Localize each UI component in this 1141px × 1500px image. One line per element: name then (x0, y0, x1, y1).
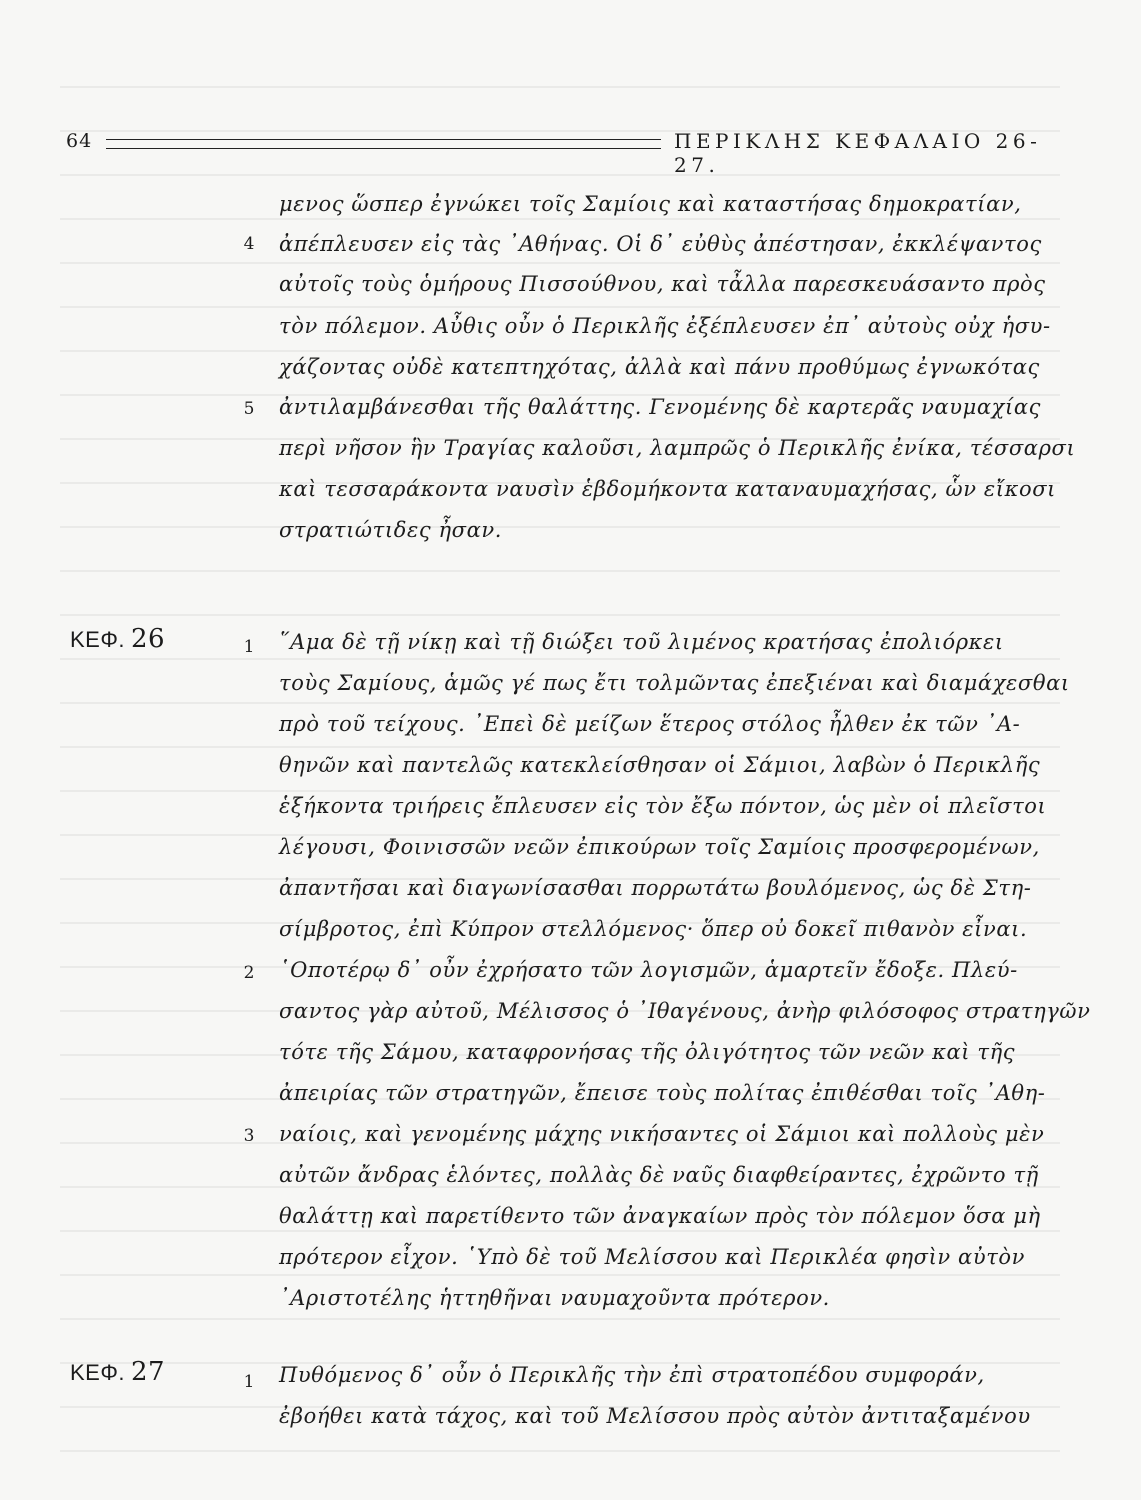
text-line: χάζοντας οὐδὲ κατεπτηχότας, ἀλλὰ καὶ πάνυ προθύμως ἐγνωκότας (279, 355, 1040, 379)
text-line: Πυθόμενος δ᾿ οὖν ὁ Περικλῆς τὴν ἐπὶ στρατοπέδου συμφοράν, (279, 1363, 985, 1387)
text-line: ἀντιλαμβάνεσθαι τῆς θαλάττης. Γενομένης δὲ καρτερᾶς ναυμαχίας (279, 395, 1041, 419)
chapter-number: 27 (131, 1357, 166, 1387)
text-line: τότε τῆς Σάμου, καταφρονήσας τῆς ὀλιγότητος τῶν νεῶν καὶ τῆς (279, 1040, 1016, 1064)
page-number: 64 (66, 130, 93, 152)
text-line: ἀπέπλευσεν εἰς τὰς ᾿Αθήνας. Οἱ δ᾿ εὐθὺς ἀπέστησαν, ἐκκλέψαντος (279, 232, 1042, 256)
text-line: ῾Οποτέρῳ δ᾿ οὖν ἐχρήσατο τῶν λογισμῶν, ἁμαρτεῖν ἔδοξε. Πλεύ- (279, 958, 1018, 982)
text-line: σίμβροτος, ἐπὶ Κύπρον στελλόμενος· ὅπερ οὐ δοκεῖ πιθανὸν εἶναι. (279, 917, 1028, 941)
text-line: ἐβοήθει κατὰ τάχος, καὶ τοῦ Μελίσσου πρὸς αὐτὸν ἀντιταξαμένου (279, 1404, 1031, 1428)
text-line: στρατιώτιδες ἦσαν. (279, 518, 502, 542)
text-line: σαντος γὰρ αὐτοῦ, Μέλισσος ὁ ᾿Ιθαγένους, ἀνὴρ φιλόσοφος στρατηγῶν (279, 999, 1091, 1023)
text-line: λέγουσι, Φοινισσῶν νεῶν ἐπικούρων τοῖς Σαμίοις προσφερομένων, (279, 835, 1040, 859)
chapter-heading-26 (70, 624, 165, 654)
chapter-label: ΚΕΦ. (70, 627, 126, 652)
section-number: 1 (243, 1372, 255, 1392)
section-number: 1 (243, 637, 255, 657)
text-line: περὶ νῆσον ἣν Τραγίας καλοῦσι, λαμπρῶς ὁ Περικλῆς ἐνίκα, τέσσαρσι (279, 436, 1076, 460)
text-line: ῞Αμα δὲ τῇ νίκῃ καὶ τῇ διώξει τοῦ λιμένος κρατήσας ἐπολιόρκει (279, 630, 1004, 654)
text-line: ἑξήκοντα τριήρεις ἔπλευσεν εἰς τὸν ἔξω πόντον, ὡς μὲν οἱ πλεῖστοι (279, 794, 1047, 818)
running-header (66, 129, 1076, 177)
text-line: ἀπαντῆσαι καὶ διαγωνίσασθαι πορρωτάτω βουλόμενος, ὡς δὲ Στη- (279, 876, 1032, 900)
section-number: 3 (243, 1126, 255, 1146)
section-number: 5 (243, 399, 255, 419)
section-number: 2 (243, 963, 255, 983)
text-line: ναίοις, καὶ γενομένης μάχης νικήσαντες οἱ Σάμιοι καὶ πολλοὺς μὲν (279, 1122, 1045, 1146)
text-line: αὐτοῖς τοὺς ὁμήρους Πισσούθνου, καὶ τἆλλα παρεσκευάσαντο πρὸς (279, 272, 1046, 296)
text-line: θαλάττῃ καὶ παρετίθεντο τῶν ἀναγκαίων πρὸς τὸν πόλεμον ὅσα μὴ (279, 1204, 1041, 1228)
text-line: ᾿Αριστοτέλης ἡττηθῆναι ναυμαχοῦντα πρότερον. (279, 1286, 830, 1310)
text-line: θηνῶν καὶ παντελῶς κατεκλείσθησαν οἱ Σάμιοι, λαβὼν ὁ Περικλῆς (279, 753, 1041, 777)
text-line: ἀπειρίας τῶν στρατηγῶν, ἔπεισε τοὺς πολίτας ἐπιθέσθαι τοῖς ᾿Αθη- (279, 1081, 1046, 1105)
text-line: πρὸ τοῦ τείχους. ᾿Επεὶ δὲ μείζων ἕτερος στόλος ἦλθεν ἐκ τῶν ᾿Α- (279, 712, 1021, 736)
header-double-rule (106, 139, 661, 149)
section-number: 4 (243, 234, 255, 254)
chapter-heading-27 (70, 1357, 165, 1387)
chapter-number: 26 (131, 624, 166, 654)
chapter-label: ΚΕΦ. (70, 1360, 126, 1385)
text-line: τοὺς Σαμίους, ἁμῶς γέ πως ἔτι τολμῶντας ἐπεξιέναι καὶ διαμάχεσθαι (279, 671, 1070, 695)
text-line: καὶ τεσσαράκοντα ναυσὶν ἑβδομήκοντα καταναυμαχήσας, ὧν εἴκοσι (279, 477, 1056, 501)
running-title: ΠΕΡΙΚΛΗΣ ΚΕΦΑΛΑΙΟ 26-27. (674, 129, 1042, 177)
text-line: μενος ὥσπερ ἐγνώκει τοῖς Σαμίοις καὶ καταστήσας δημοκρατίαν, (279, 192, 1022, 216)
text-line: αὐτῶν ἄνδρας ἑλόντες, πολλὰς δὲ ναῦς διαφθείραντες, ἐχρῶντο τῇ (279, 1163, 1039, 1187)
text-line: πρότερον εἶχον. ῾Υπὸ δὲ τοῦ Μελίσσου καὶ Περικλέα φησὶν αὐτὸν (279, 1245, 1026, 1269)
text-line: τὸν πόλεμον. Αὖθις οὖν ὁ Περικλῆς ἐξέπλευσεν ἐπ᾿ αὐτοὺς οὐχ ἡσυ- (279, 314, 1051, 338)
